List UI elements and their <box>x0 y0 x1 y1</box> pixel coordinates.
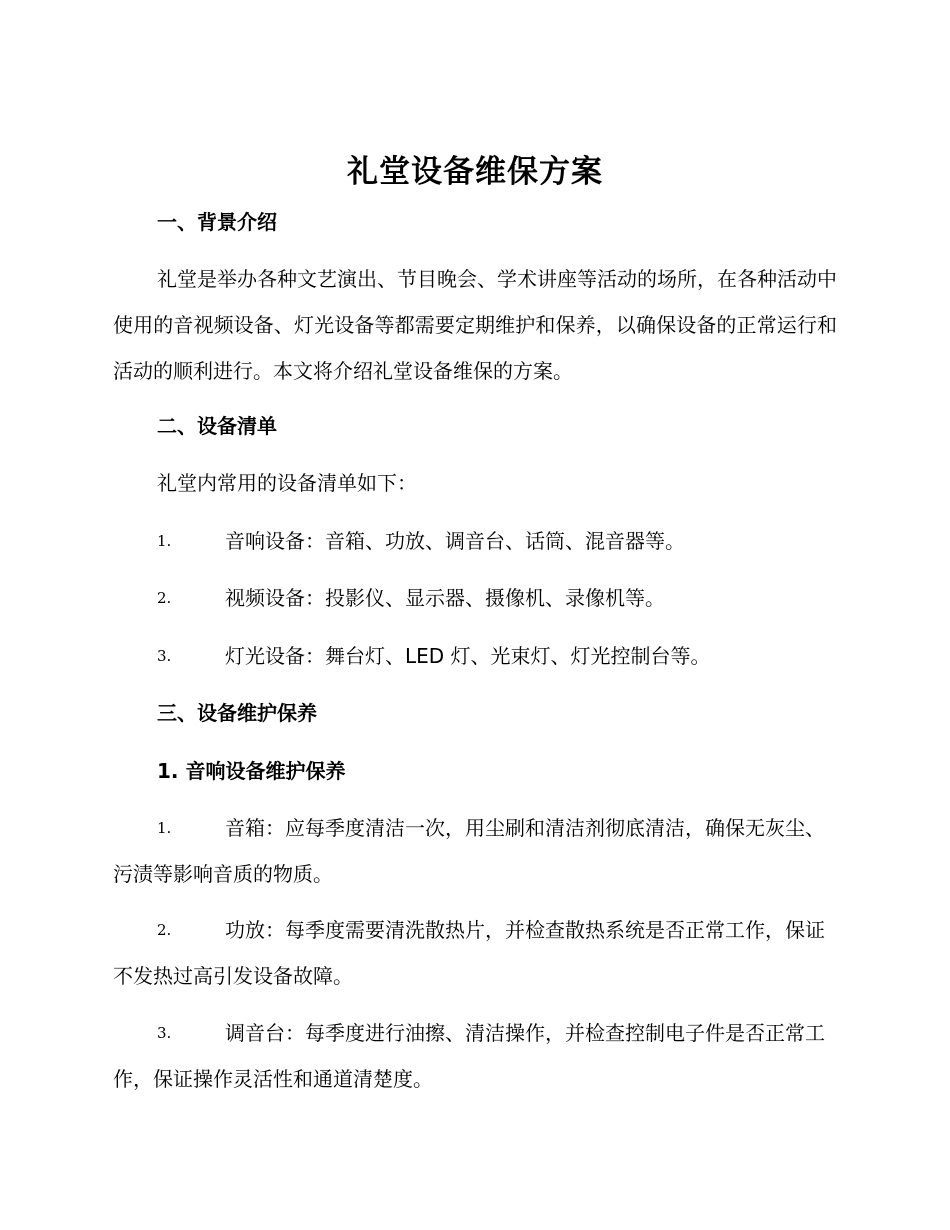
equipment-list-intro: 礼堂内常用的设备清单如下： <box>157 471 417 495</box>
list-text: 音响设备：音箱、功放、调音台、话筒、混音器等。 <box>225 529 685 553</box>
subsection-heading-audio: 1. 音响设备维护保养 <box>157 759 346 783</box>
document-title: 礼堂设备维保方案 <box>347 154 603 190</box>
list-item <box>113 805 837 897</box>
list-item <box>113 633 837 679</box>
list-text: 音箱：应每季度清洁一次，用尘刷和清洁剂彻底清洁，确保无灰尘、污渍等影响音质的物质。 <box>113 816 825 886</box>
list-item <box>113 907 837 999</box>
list-number: 3. <box>157 647 172 665</box>
list-item <box>113 575 837 621</box>
list-number: 3. <box>157 1024 172 1042</box>
list-text: 功放：每季度需要清洗散热片，并检查散热系统是否正常工作，保证不发热过高引发设备故障。 <box>113 918 825 988</box>
section-heading-background: 一、背景介绍 <box>157 210 277 234</box>
list-text: 视频设备：投影仪、显示器、摄像机、录像机等。 <box>225 586 665 610</box>
list-text: 灯光设备：舞台灯、LED 灯、光束灯、灯光控制台等。 <box>225 644 711 668</box>
section-heading-equipment-list: 二、设备清单 <box>157 414 277 438</box>
list-number: 1. <box>157 532 172 550</box>
background-paragraph: 礼堂是举办各种文艺演出、节目晚会、学术讲座等活动的场所，在各种活动中使用的音视频设备、灯光设备等都需要定期维护和保养，以确保设备的正常运行和活动的顺利进行。本文将介绍礼堂设备维保的方案。 <box>113 267 837 383</box>
list-item <box>113 518 837 564</box>
list-text: 调音台：每季度进行油擦、清洁操作，并检查控制电子件是否正常工作，保证操作灵活性和通道清楚度。 <box>113 1021 825 1091</box>
list-item <box>113 1010 837 1102</box>
list-number: 2. <box>157 589 172 607</box>
list-number: 2. <box>157 921 172 939</box>
section-heading-maintenance: 三、设备维护保养 <box>157 701 317 725</box>
list-number: 1. <box>157 819 172 837</box>
